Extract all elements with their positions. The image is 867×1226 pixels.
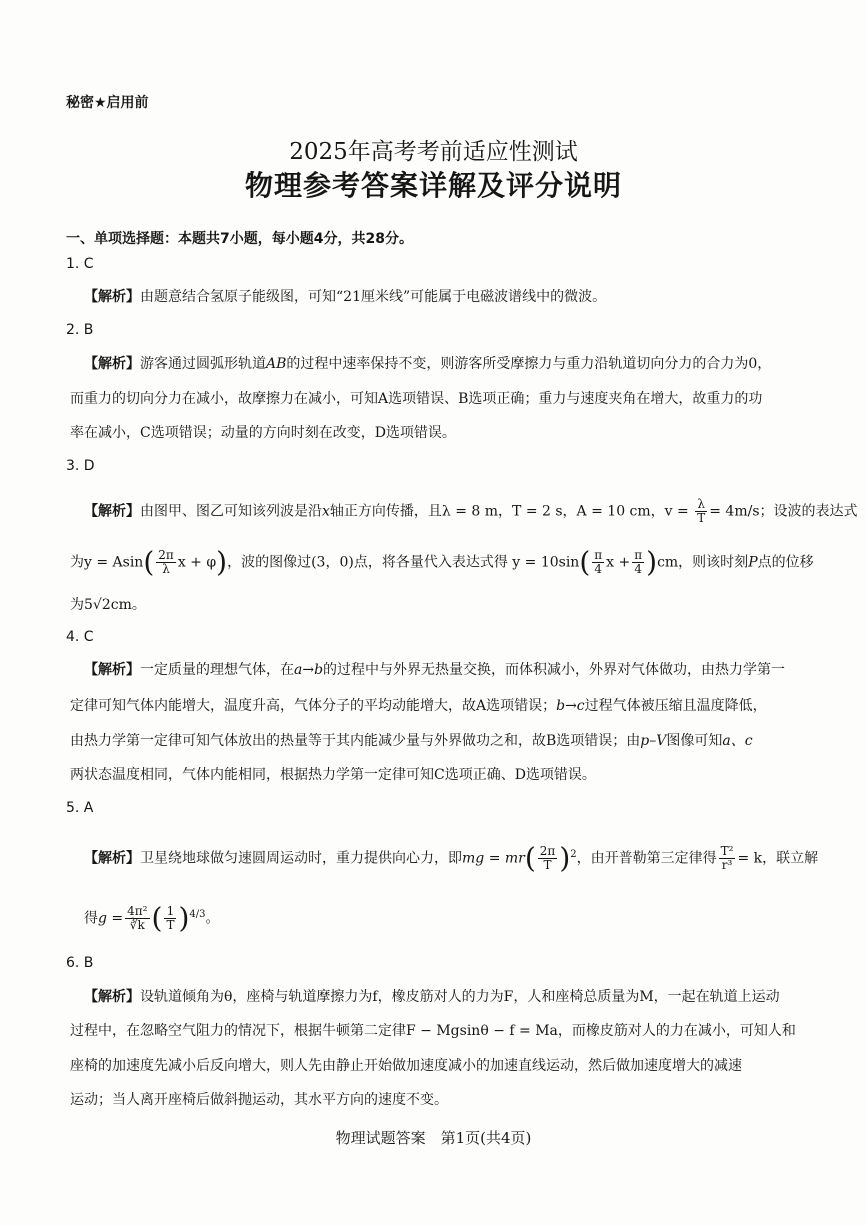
q4-line3	[70, 731, 785, 751]
q3-text: 由图甲、图乙可知该列波是沿	[140, 503, 322, 520]
q4-text: 的过程中与外界无热量交换，而体积减小，外界对气体做功，由热力学第一	[323, 662, 786, 678]
q2-line3: 率在减小，C选项错误；动量的方向时刻在改变，D选项错误。	[70, 425, 456, 441]
q3-text: cm，则该时刻	[657, 554, 749, 571]
q5-answer: 5. A	[66, 800, 94, 816]
analysis-tag: 【解析】	[84, 989, 140, 1005]
q5-line1: 【解析】卫星绕地球做匀速圆周运动时，重力提供向心力，即mg = mr( $\frac{2\pi}{T}$ )$^2$，由开普勒第三定律得 $\frac{\text{T²}}{\text{r³}}$ = k，联立解	[84, 841, 819, 875]
q3-text: x + φ	[177, 554, 217, 571]
q3-text: 为y = Asin	[70, 554, 144, 571]
q3-line1	[84, 497, 858, 525]
q4-text: 过程气体被压缩且温度降低，	[584, 698, 767, 714]
fraction: $\frac{\text{T²}}{\text{r³}}$	[720, 844, 734, 873]
fraction: $\frac{\pi}{4}$	[634, 548, 643, 576]
answer-title: 物理参考答案详解及评分说明	[244, 169, 622, 202]
fraction: $\frac{2\pi}{\lambda}$	[158, 548, 174, 576]
q4-var: a、c	[722, 733, 753, 749]
q3-answer: 3. D	[66, 458, 95, 474]
q2-line2: 而重力的切向分力在减小，故摩擦力在减小，可知A选项错误、B选项正确；重力与速度夹角在增大，故重力的功	[70, 391, 763, 407]
q2-line1	[84, 354, 799, 374]
q3-var: x	[322, 503, 330, 520]
q2-answer: 2. B	[66, 322, 94, 338]
q3-line2: 为y = Asin( $\frac{2\pi}{\lambda}$ x + φ)，波的图像过(3，0)点，将各量代入表达式得 y = 10sin( $\frac{\pi}{4}$ x + $\frac{\pi}{4}$ )cm，则该时刻P点的位移	[70, 545, 814, 579]
q5-text: = k，联立解	[737, 850, 819, 867]
q5-line2: 得g = $\frac{\text{4π²}}{∛k}$ ( $\frac{1}{T}$ )$^{4/3}$。	[84, 901, 220, 935]
section-heading: 一、单项选择题：本题共7小题，每小题4分，共28分。	[66, 231, 413, 247]
exponent: 4/3	[189, 909, 206, 920]
q2-text: 的过程中速率保持不变，则游客所受摩擦力与重力沿轨道切向分力的合力为0，	[286, 356, 772, 372]
q3-text: = 4m/s；设波的表达式	[709, 503, 858, 520]
q6-line3: 座椅的加速度先减小后反向增大，则人先由静止开始做加速度减小的加速直线运动，然后做加速度增大的减速	[70, 1058, 742, 1074]
q5-var: g =	[98, 910, 124, 927]
fraction: $\frac{\text{4π²}}{∛k}$	[127, 904, 148, 933]
analysis-tag: 【解析】	[84, 289, 140, 305]
q4-text: 由热力学第一定律可知气体放出的热量等于其内能减少量与外界做功之和，故B选项错误；由	[70, 733, 641, 749]
q4-line1	[84, 660, 799, 680]
q6-line1	[84, 987, 799, 1007]
fraction: $\frac{\pi}{4}$	[594, 548, 603, 576]
q4-var: a→b	[294, 662, 324, 678]
q5-text: 卫星绕地球做匀速圆周运动时，重力提供向心力，即	[140, 850, 462, 867]
q4-line2	[70, 696, 785, 716]
q5-var: mg = mr	[462, 850, 525, 867]
confidential-label: 秘密★启用前	[66, 95, 149, 111]
analysis-tag: 【解析】	[84, 662, 140, 678]
analysis-tag: 【解析】	[84, 503, 140, 520]
q4-line4: 两状态温度相同，气体内能相同，根据热力学第一定律可知C选项正确、D选项错误。	[70, 767, 596, 783]
q3-text: 点的位移	[757, 554, 814, 571]
exam-title: 2025年高考考前适应性测试	[289, 139, 578, 165]
q4-text: 图像可知	[666, 733, 723, 749]
fraction: $\frac{1}{T}$	[166, 904, 175, 933]
q2-var: AB	[266, 356, 287, 372]
q6-answer: 6. B	[66, 955, 94, 971]
q1-explanation	[84, 287, 799, 307]
q6-line2: 过程中，在忽略空气阻力的情况下，根据牛顿第二定律F − Mgsinθ − f = Ma，而橡皮筋对人的力在减小，可知人和	[70, 1023, 796, 1039]
analysis-tag: 【解析】	[84, 356, 140, 372]
q3-text: ，波的图像过(3，0)点，将各量代入表达式得 y = 10sin	[227, 554, 580, 571]
q1-line1: 由题意结合氢原子能级图，可知“21厘米线”可能属于电磁波谱线中的微波。	[140, 289, 607, 305]
analysis-tag: 【解析】	[84, 850, 140, 867]
q5-text: 。	[205, 910, 220, 927]
q4-text: 一定质量的理想气体，在	[140, 662, 294, 678]
q3-var: P	[748, 554, 758, 571]
q6-text: 设轨道倾角为θ，座椅与轨道摩擦力为f，橡皮筋对人的力为F，人和座椅总质量为M，一起在轨道上运动	[140, 989, 780, 1005]
fraction: $\frac{2\pi}{T}$	[539, 844, 556, 873]
q4-text: 定律可知气体内能增大，温度升高，气体分子的平均动能增大，故A选项错误；	[70, 698, 557, 714]
q6-line4: 运动；当人离开座椅后做斜抛运动，其水平方向的速度不变。	[70, 1092, 448, 1108]
fraction: $\frac{\lambda}{T}$	[697, 497, 706, 525]
q2-text: 游客通过圆弧形轨道	[140, 356, 266, 372]
q5-text: ，由开普勒第三定律得	[576, 850, 717, 867]
q3-line3: 为5√2cm。	[70, 597, 146, 613]
q4-answer: 4. C	[66, 629, 94, 645]
q1-answer: 1. C	[66, 256, 94, 272]
q3-text: x +	[606, 554, 631, 571]
q5-text: 得	[84, 910, 98, 927]
q4-var: b→c	[556, 698, 585, 714]
q3-text: 轴正方向传播，且λ = 8 m，T = 2 s，A = 10 cm，v =	[329, 503, 689, 520]
page-footer: 物理试题答案 第1页(共4页)	[335, 1129, 532, 1147]
q4-var: p–V	[640, 733, 667, 749]
